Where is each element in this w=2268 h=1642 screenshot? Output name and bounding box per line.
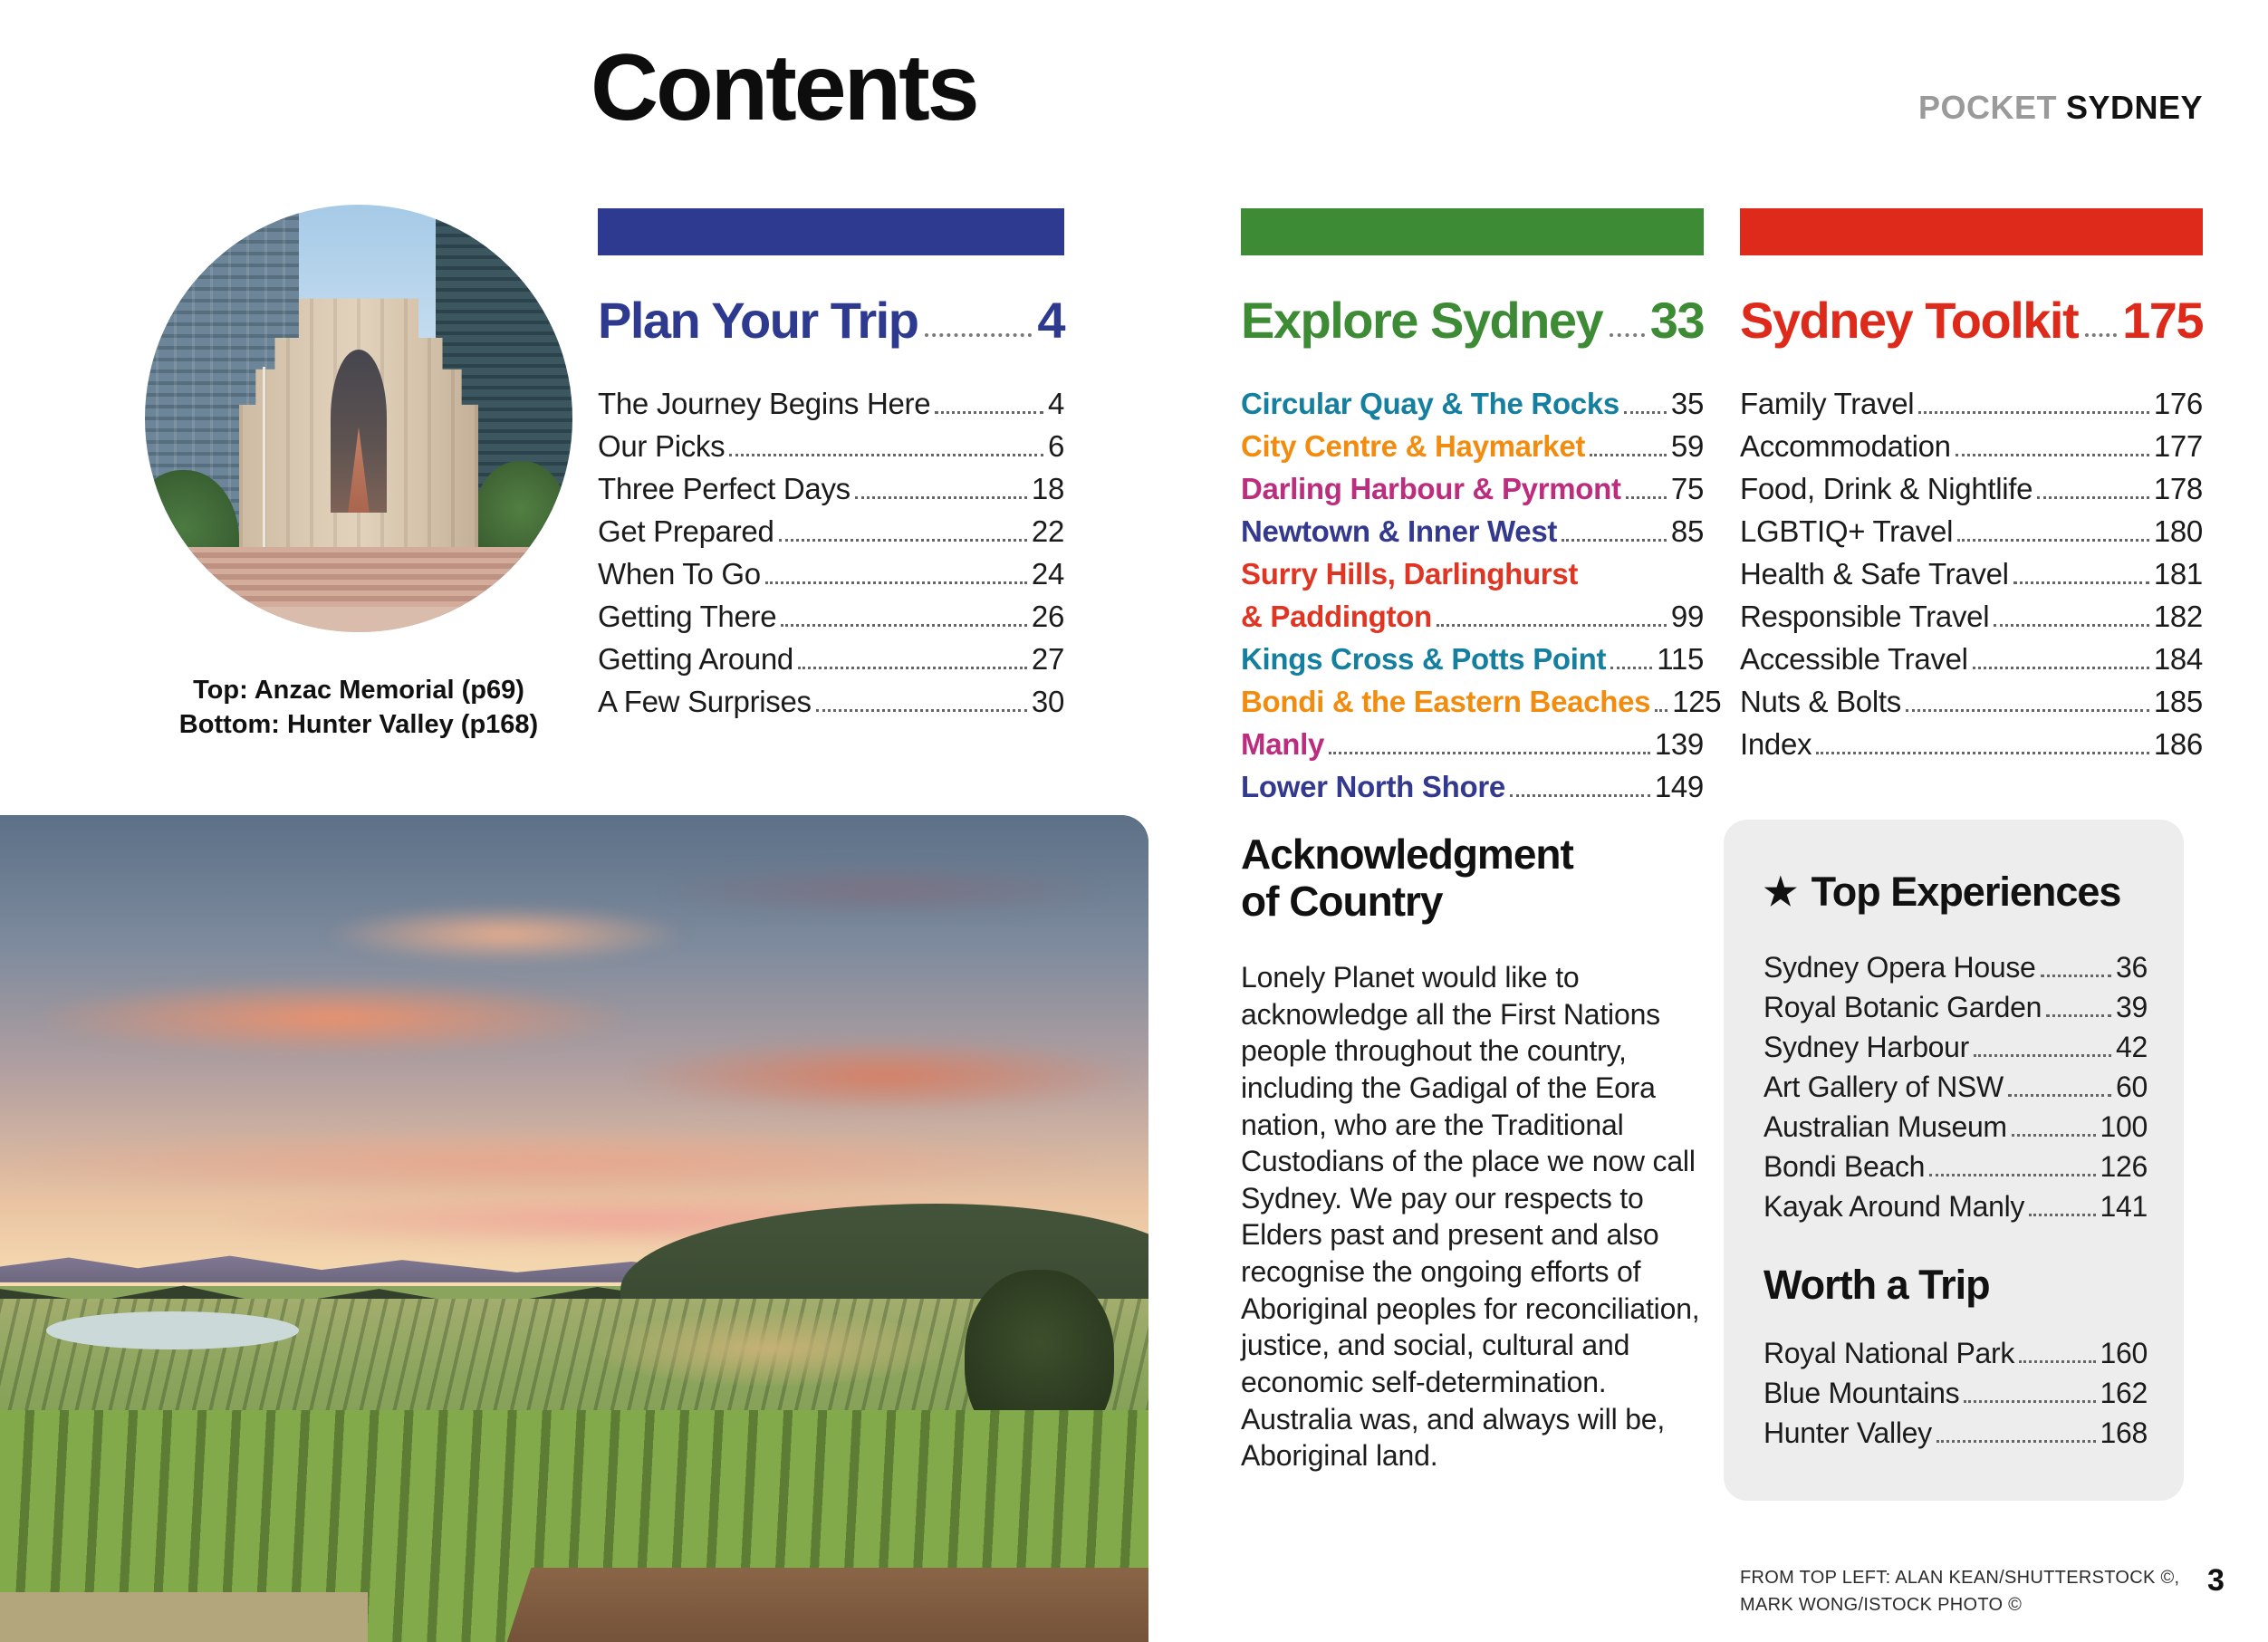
toc-entry-label: Sydney Opera House — [1763, 951, 2036, 984]
toc-entry-page: 24 — [1031, 557, 1064, 591]
top-experiences-entries — [1763, 945, 2148, 1224]
toc-entry — [1763, 1370, 2148, 1410]
toc-entry-label: Health & Safe Travel — [1740, 557, 2009, 591]
photo-cloud — [666, 865, 1102, 915]
section-header — [1740, 292, 2203, 349]
photo-flagpole — [263, 367, 265, 572]
toc-entry-page: 185 — [2153, 685, 2203, 718]
toc-entry-page: 149 — [1654, 770, 1704, 803]
toc-entry-label: Three Perfect Days — [598, 472, 850, 505]
toc-entry-label: Food, Drink & Nightlife — [1740, 472, 2033, 505]
toc-entry — [598, 591, 1064, 634]
dotted-leader — [2041, 975, 2111, 977]
toc-entry-page: 22 — [1031, 514, 1064, 548]
toc-entry-label: The Journey Begins Here — [598, 387, 931, 420]
dotted-leader — [816, 709, 1027, 712]
star-icon: ★ — [1763, 870, 1797, 913]
toc-entry-page: 178 — [2153, 472, 2203, 505]
toc-entry-page: 177 — [2153, 429, 2203, 463]
toc-entry — [1241, 421, 1704, 464]
toc-entry-page: 99 — [1670, 600, 1704, 633]
top-experiences-title: Top Experiences — [1811, 869, 2121, 915]
toc-entry — [598, 549, 1064, 591]
toc-entry — [1763, 1410, 2148, 1450]
toc-entry-label: Art Gallery of NSW — [1763, 1071, 2004, 1103]
dotted-leader — [779, 539, 1027, 542]
toc-entry — [1241, 719, 1704, 762]
toc-entry-label: Nuts & Bolts — [1740, 685, 1901, 718]
toc-entry — [598, 677, 1064, 719]
toc-entry-page: 160 — [2100, 1337, 2148, 1369]
toc-entry-label: LGBTIQ+ Travel — [1740, 514, 1954, 548]
toc-entries — [1740, 379, 2203, 762]
section-page: 33 — [1649, 292, 1704, 349]
section-header — [1241, 292, 1704, 349]
toc-entry-label: Sydney Harbour — [1763, 1031, 1970, 1063]
dotted-leader — [855, 496, 1027, 499]
toc-entry-page: 4 — [1047, 387, 1064, 420]
section-header — [598, 292, 1064, 349]
dotted-leader — [1329, 752, 1650, 754]
toc-entry-page: 36 — [2116, 951, 2148, 984]
toc-entry-page: 180 — [2153, 514, 2203, 548]
dotted-leader — [765, 581, 1027, 584]
dotted-leader — [1624, 411, 1667, 414]
section-title: Sydney Toolkit — [1740, 292, 2079, 349]
photo-caption — [145, 673, 572, 743]
toc-entry — [1241, 379, 1704, 421]
toc-entry — [1241, 762, 1704, 804]
toc-entry-label: Kings Cross & Potts Point — [1241, 642, 1607, 676]
toc-entry-wrap-line — [1241, 549, 1704, 591]
dotted-leader — [2037, 496, 2149, 499]
toc-entry-label: & Paddington — [1241, 600, 1432, 633]
photo-cloud — [631, 1039, 1137, 1113]
toc-entry-label: When To Go — [598, 557, 761, 591]
toc-entry — [1740, 464, 2203, 506]
section-title: Plan Your Trip — [598, 292, 918, 349]
dotted-leader — [1974, 1054, 2111, 1057]
dotted-leader — [1437, 624, 1667, 627]
toc-entry-label: Getting Around — [598, 642, 793, 676]
acknowledgment-title — [1241, 831, 1707, 925]
dotted-leader — [1510, 794, 1650, 797]
toc-entry-label: Hunter Valley — [1763, 1416, 1932, 1449]
toc-entry-label: Family Travel — [1740, 387, 1915, 420]
toc-entry-label: Our Picks — [598, 429, 726, 463]
section-color-bar — [598, 208, 1064, 255]
toc-entry-page: 30 — [1031, 685, 1064, 718]
acknowledgment-title-line1: Acknowledgment — [1241, 831, 1573, 878]
dotted-leader — [1994, 624, 2149, 627]
toc-entry — [1740, 506, 2203, 549]
toc-entry — [1740, 634, 2203, 677]
brand-logo — [1918, 89, 2203, 127]
dotted-leader — [1906, 709, 2149, 712]
page-number: 3 — [2207, 1563, 2225, 1598]
toc-entry — [1763, 1184, 2148, 1224]
toc-entry — [1740, 719, 2203, 762]
dotted-leader — [925, 333, 1032, 337]
toc-entry — [1241, 634, 1704, 677]
dotted-leader — [1936, 1440, 2096, 1443]
toc-entry-label: Accessible Travel — [1740, 642, 1968, 676]
highlights-box — [1724, 820, 2184, 1501]
toc-entry — [1241, 677, 1722, 719]
worth-a-trip-entries — [1763, 1330, 2148, 1450]
toc-entry-label: Surry Hills, Darlinghurst — [1241, 557, 1579, 591]
toc-entry — [1740, 677, 2203, 719]
toc-entry — [598, 421, 1064, 464]
toc-entry — [1740, 379, 2203, 421]
section-explore-sydney — [1241, 208, 1722, 804]
toc-entry-page: 35 — [1670, 387, 1704, 420]
toc-entry-label: Get Prepared — [598, 514, 774, 548]
toc-entry-page: 115 — [1657, 642, 1704, 676]
toc-entries — [598, 379, 1064, 719]
brand-sydney: SYDNEY — [2065, 89, 2203, 126]
toc-entry-page: 176 — [2153, 387, 2203, 420]
toc-entry — [1241, 506, 1704, 549]
dotted-leader — [2013, 581, 2149, 584]
dotted-leader — [729, 454, 1043, 456]
toc-entry-label: Newtown & Inner West — [1241, 514, 1558, 548]
dotted-leader — [1626, 496, 1667, 499]
dotted-leader — [1562, 539, 1667, 542]
dotted-leader — [1610, 667, 1652, 669]
dotted-leader — [2085, 333, 2117, 337]
toc-entry-page: 39 — [2116, 991, 2148, 1023]
toc-entry-label: Manly — [1241, 727, 1325, 761]
dotted-leader — [1964, 1400, 2095, 1403]
photo-credits-line2: MARK WONG/ISTOCK PHOTO © — [1740, 1595, 2023, 1615]
dotted-leader — [2008, 1094, 2111, 1097]
dotted-leader — [2046, 1014, 2111, 1017]
anzac-memorial-photo — [145, 205, 572, 632]
toc-entry-label: Bondi & the Eastern Beaches — [1241, 685, 1651, 718]
dotted-leader — [1973, 667, 2149, 669]
photo-grass — [0, 1592, 368, 1642]
toc-entry-page: 27 — [1031, 642, 1064, 676]
photo-credits — [1740, 1564, 2179, 1618]
toc-entry-label: Blue Mountains — [1763, 1377, 1960, 1409]
acknowledgment-body: Lonely Planet would like to acknowledge all the First Nations people throughout the country, including the Gadigal of the Eora nation, who are the Traditional Custodians of the place we now call Sydney. We pay our respects to Elders past and present and also recognise the ongoing efforts of Aboriginal peoples for reconciliation, justice, and social, cultural and economic self-determination. Australia was, and always will be, Aboriginal land. — [1241, 961, 1700, 1473]
photo-cloud — [34, 981, 631, 1055]
photo-caption-top: Top: Anzac Memorial (p69) — [193, 676, 524, 705]
toc-entry — [1763, 1064, 2148, 1104]
dotted-leader — [1610, 333, 1645, 337]
toc-entry-label: Royal Botanic Garden — [1763, 991, 2042, 1023]
dotted-leader — [935, 411, 1043, 414]
toc-entry-label: Australian Museum — [1763, 1110, 2007, 1143]
toc-entry — [1740, 549, 2203, 591]
photo-plaza — [145, 607, 572, 632]
brand-pocket: POCKET — [1917, 89, 2057, 126]
toc-entry-page: 100 — [2100, 1110, 2148, 1143]
toc-entry — [1763, 945, 2148, 984]
dotted-leader — [1816, 752, 2149, 754]
toc-entry-page: 125 — [1672, 685, 1722, 718]
toc-entry — [1763, 984, 2148, 1024]
dotted-leader — [2019, 1360, 2095, 1363]
toc-entry-page: 181 — [2153, 557, 2203, 591]
toc-entry — [1763, 1330, 2148, 1370]
page-title: Contents — [591, 35, 977, 140]
toc-entry-page: 162 — [2100, 1377, 2148, 1409]
toc-entry-page: 60 — [2116, 1071, 2148, 1103]
toc-entry-label: Getting There — [598, 600, 777, 633]
dotted-leader — [798, 667, 1027, 669]
photo-credits-line1: FROM TOP LEFT: ALAN KEAN/SHUTTERSTOCK ©, — [1740, 1568, 2180, 1588]
toc-entry-page: 59 — [1670, 429, 1704, 463]
photo-dry-field — [597, 1311, 941, 1386]
dotted-leader — [781, 624, 1027, 627]
toc-entry-label: Darling Harbour & Pyrmont — [1241, 472, 1621, 505]
section-page: 175 — [2122, 292, 2203, 349]
photo-cloud — [322, 906, 689, 964]
toc-entry-label: Circular Quay & The Rocks — [1241, 387, 1619, 420]
toc-entry-page: 26 — [1031, 600, 1064, 633]
acknowledgment-of-country — [1241, 831, 1707, 1474]
toc-entry-label: Index — [1740, 727, 1812, 761]
toc-entry-page: 186 — [2153, 727, 2203, 761]
toc-entry-page: 126 — [2100, 1150, 2148, 1183]
section-color-bar — [1241, 208, 1704, 255]
worth-a-trip-heading: Worth a Trip — [1763, 1262, 1990, 1308]
dotted-leader — [1929, 1174, 2095, 1176]
toc-entry-label: Lower North Shore — [1241, 770, 1505, 803]
toc-entry-label: Accommodation — [1740, 429, 1951, 463]
photo-cloud — [0, 1129, 1091, 1195]
dotted-leader — [2029, 1214, 2095, 1216]
toc-entry — [1740, 421, 2203, 464]
hunter-valley-photo — [0, 815, 1148, 1642]
toc-entry — [1763, 1024, 2148, 1064]
toc-entry-page: 75 — [1670, 472, 1704, 505]
top-experiences-heading — [1763, 869, 2148, 916]
toc-entry — [1241, 591, 1704, 634]
toc-entry-label: Bondi Beach — [1763, 1150, 1926, 1183]
toc-entry-page: 168 — [2100, 1416, 2148, 1449]
toc-entry-label: City Centre & Haymarket — [1241, 429, 1586, 463]
acknowledgment-title-line2: of Country — [1241, 877, 1443, 925]
toc-entry-page: 139 — [1654, 727, 1704, 761]
toc-entries — [1241, 379, 1722, 804]
toc-entry-page: 182 — [2153, 600, 2203, 633]
dotted-leader — [1918, 411, 2149, 414]
dotted-leader — [1590, 454, 1667, 456]
toc-entry-label: Kayak Around Manly — [1763, 1190, 2025, 1223]
toc-entry-label: Royal National Park — [1763, 1337, 2015, 1369]
photo-lake — [46, 1311, 299, 1349]
section-page: 4 — [1037, 292, 1064, 349]
toc-entry-label: Responsible Travel — [1740, 600, 1990, 633]
photo-caption-bottom: Bottom: Hunter Valley (p168) — [178, 710, 539, 740]
dotted-leader — [1957, 539, 2149, 542]
dotted-leader — [1956, 454, 2149, 456]
toc-entry — [1763, 1144, 2148, 1184]
toc-entry-page: 85 — [1670, 514, 1704, 548]
section-title: Explore Sydney — [1241, 292, 1603, 349]
photo-steps — [179, 547, 538, 616]
section-plan-your-trip — [598, 208, 1064, 719]
toc-entry-page: 141 — [2100, 1190, 2148, 1223]
toc-entry — [1763, 1104, 2148, 1144]
toc-entry-label: A Few Surprises — [598, 685, 812, 718]
toc-entry-page: 184 — [2153, 642, 2203, 676]
dotted-leader — [2012, 1134, 2096, 1137]
toc-entry — [598, 464, 1064, 506]
toc-entry-page: 42 — [2116, 1031, 2148, 1063]
section-sydney-toolkit — [1740, 208, 2203, 762]
toc-entry-page: 6 — [1047, 429, 1064, 463]
photo-soil-path — [506, 1568, 1148, 1642]
toc-entry — [598, 634, 1064, 677]
toc-entry — [598, 379, 1064, 421]
toc-entry — [1241, 464, 1704, 506]
toc-entry — [598, 506, 1064, 549]
dotted-leader — [1655, 709, 1667, 712]
section-color-bar — [1740, 208, 2203, 255]
toc-entry-page: 18 — [1031, 472, 1064, 505]
toc-entry — [1740, 591, 2203, 634]
